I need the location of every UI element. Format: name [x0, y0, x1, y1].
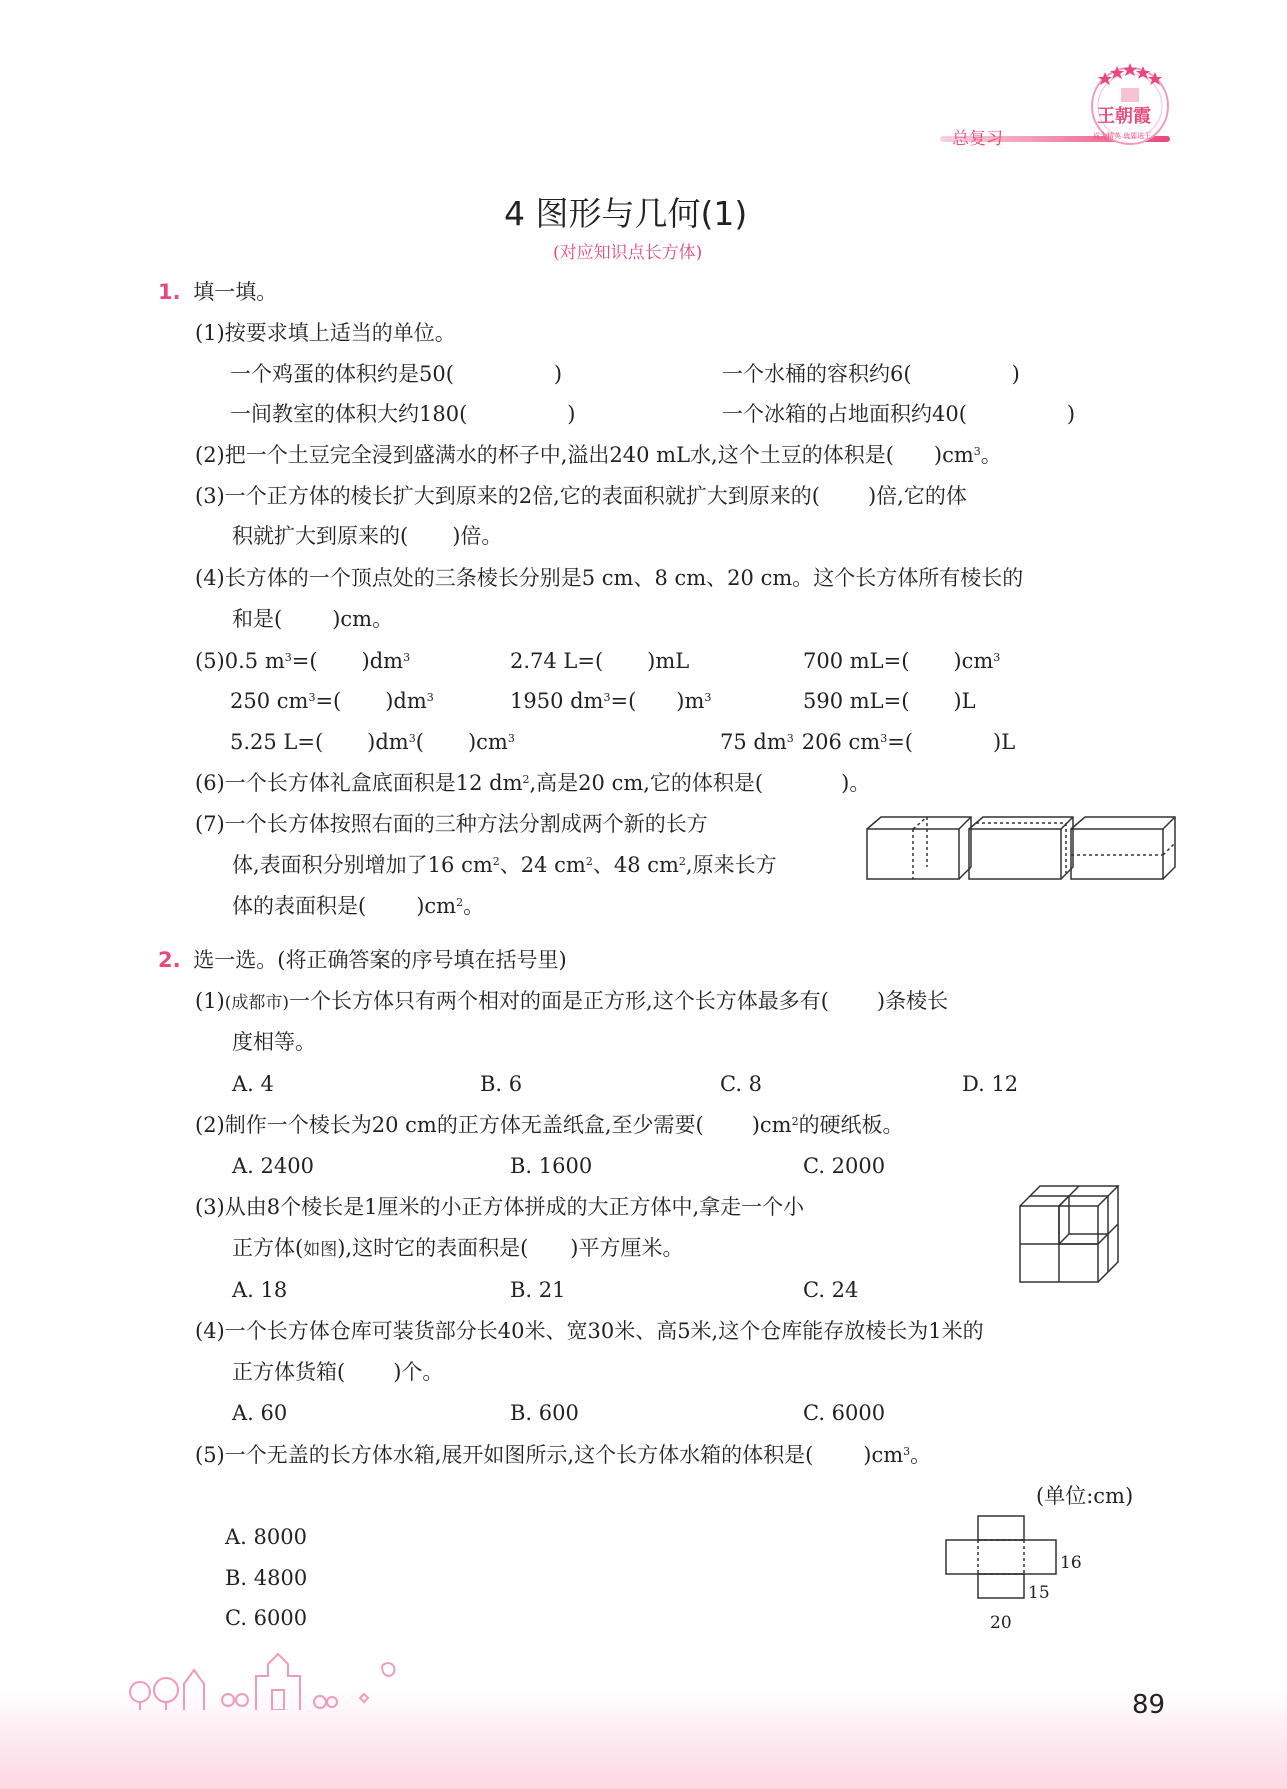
cuboid-3: [1071, 817, 1175, 879]
t: 700 mL=(: [803, 649, 910, 673]
t: )L: [953, 689, 976, 713]
page-number: 89: [1132, 1690, 1166, 1720]
t: =(: [887, 730, 913, 754]
page-title: 4 图形与几何(1): [504, 194, 748, 233]
q1-p1-d-text: 一个冰箱的占地面积约40(: [722, 402, 967, 426]
t: 体的表面积是(: [232, 894, 367, 918]
q2-p1-line2: 度相等。: [232, 1030, 316, 1054]
q2-p5-opt-a[interactable]: A. 8000: [225, 1525, 307, 1549]
q1-p5-r2c: [803, 686, 976, 716]
q1-heading: [158, 277, 277, 307]
q2-p1-opt-b[interactable]: B. 6: [480, 1072, 523, 1096]
q1-p1-c: [230, 399, 575, 429]
t: =(: [610, 689, 637, 713]
q2-p3-opt-c[interactable]: C. 24: [803, 1278, 859, 1302]
sup: 3: [903, 1445, 911, 1458]
q1-p3-a: (3)一个正方体的棱长扩大到原来的2倍,它的表面积就扩大到原来的(: [195, 484, 820, 508]
q2-p5: [195, 1440, 931, 1470]
q2-p3-opt-b[interactable]: B. 21: [510, 1278, 566, 1302]
q1-p5-r3b: [720, 727, 1015, 757]
t: )m: [676, 689, 705, 713]
q1-p6: [195, 768, 870, 798]
q1-p7-line1: (7)一个长方体按照右面的三种方法分割成两个新的长方: [195, 812, 708, 836]
q1-p4-line1: (4)长方体的一个顶点处的三条棱长分别是5 cm、8 cm、20 cm。这个长方体所有棱长的: [195, 566, 1024, 590]
castle-decoration-icon: [120, 1640, 420, 1710]
q1-p4-c: )cm。: [332, 607, 394, 631]
q1-p1-c-text: 一间教室的体积大约180(: [230, 402, 468, 426]
sup: 3: [786, 732, 794, 745]
t: )cm: [751, 1113, 792, 1137]
sup: 3: [704, 691, 712, 704]
t: 、24 cm: [499, 853, 586, 877]
q1-number: 1.: [158, 280, 181, 304]
t: 1950 dm: [510, 689, 604, 713]
q1-p1-b: [722, 359, 1020, 389]
q1-p3-c: 积就扩大到原来的(: [232, 524, 409, 548]
t: (5)一个无盖的长方体水箱,展开如图所示,这个长方体水箱的体积是(: [195, 1443, 814, 1467]
sup: 2: [585, 855, 593, 868]
q2-title: 选一选。(将正确答案的序号填在括号里): [193, 948, 567, 972]
t: 如图: [303, 1240, 338, 1260]
q1-p1-c-close: ): [567, 402, 576, 426]
q1-p1-a-close: ): [553, 362, 563, 386]
sup: 3: [308, 691, 316, 704]
t: 206 cm: [801, 730, 881, 754]
q1-p6-c: )。: [841, 771, 871, 795]
sup: 3: [603, 691, 611, 704]
sup: 2: [522, 773, 530, 786]
section-label: 总复习: [952, 129, 1003, 149]
q2-p3-line1: (3)从由8个棱长是1厘米的小正方体拼成的大正方体中,拿走一个小: [195, 1195, 805, 1219]
net-dim-15: 15: [1028, 1583, 1050, 1603]
q2-p3-line2: [232, 1233, 683, 1265]
q2-p4-line1: (4)一个长方体仓库可装货部分长40米、宽30米、高5米,这个仓库能存放棱长为1米的: [195, 1319, 984, 1343]
sup: 3: [403, 651, 411, 664]
cuboid-cut-diagrams: [865, 815, 1185, 885]
q2-p2-opt-c[interactable]: C. 2000: [803, 1154, 886, 1178]
t: (2)制作一个棱长为20 cm的正方体无盖纸盒,至少需要(: [195, 1113, 704, 1137]
t: )dm: [361, 649, 404, 673]
q2-p4-opt-b[interactable]: B. 600: [510, 1401, 579, 1425]
cube-missing-corner-diagram: [1018, 1184, 1128, 1284]
logo: [1075, 58, 1185, 148]
logo-text: 王朝霞: [1097, 106, 1151, 127]
q1-p1-a: [230, 359, 562, 389]
q2-number: 2.: [158, 948, 181, 972]
q1-p5-r1b: [510, 646, 689, 676]
sup: 2: [678, 855, 686, 868]
q1-title: 填一填。: [193, 280, 278, 304]
sup: 2: [791, 1115, 799, 1128]
q1-p7-line3: [232, 891, 484, 921]
q1-p2: [195, 440, 1002, 470]
q1-p1-b-close: ): [1011, 362, 1020, 386]
q2-heading: [158, 945, 567, 975]
t: )cm: [416, 894, 457, 918]
t: )cm: [467, 730, 508, 754]
q2-p2-opt-a[interactable]: A. 2400: [232, 1154, 314, 1178]
t: 的硬纸板。: [798, 1113, 904, 1137]
t: =(: [315, 689, 342, 713]
q2-p1-opt-d[interactable]: D. 12: [962, 1072, 1019, 1096]
q1-p1-d: [722, 399, 1075, 429]
logo-slogan: 成为精英 就要选王: [1093, 132, 1152, 140]
cuboid-2: [969, 817, 1073, 879]
t: (: [415, 730, 424, 754]
q1-p4-line2: [232, 604, 393, 634]
t: ),这时它的表面积是(: [337, 1236, 529, 1260]
q2-p2-opt-b[interactable]: B. 1600: [510, 1154, 593, 1178]
q1-p1-b-text: 一个水桶的容积约6(: [722, 362, 912, 386]
t: )条棱长: [876, 989, 949, 1013]
t: )mL: [647, 649, 690, 673]
t: 正方体(: [232, 1236, 304, 1260]
q1-p3-line1: [195, 481, 967, 511]
sup: 3: [973, 445, 981, 458]
q1-p2-a: (2)把一个土豆完全浸到盛满水的杯子中,溢出240 mL水,这个土豆的体积是(: [195, 443, 894, 467]
q2-p4-opt-c[interactable]: C. 6000: [803, 1401, 886, 1425]
t: =(: [291, 649, 318, 673]
sup: 3: [284, 651, 292, 664]
t: )cm: [953, 649, 994, 673]
net-dim-16: 16: [1060, 1553, 1082, 1573]
q2-p4-line2: [232, 1357, 443, 1387]
sup: 3: [426, 691, 434, 704]
t: )dm: [367, 730, 409, 754]
q1-p1-a-text: 一个鸡蛋的体积约是50(: [230, 362, 454, 386]
t: 。: [910, 1443, 932, 1467]
q2-p5-unit: (单位:cm): [1036, 1484, 1134, 1508]
t: 一个长方体只有两个相对的面是正方形,这个长方体最多有(: [289, 989, 829, 1013]
t: 正方体货箱(: [232, 1360, 346, 1384]
net-dim-20: 20: [990, 1613, 1012, 1633]
t: 体,表面积分别增加了16 cm: [232, 853, 493, 877]
t: 、48 cm: [592, 853, 679, 877]
q2-p1-city: (成都市): [224, 993, 290, 1013]
q2-p2: [195, 1110, 904, 1140]
q1-p5-r2a: [230, 686, 434, 716]
q1-p1-d-close: ): [1066, 402, 1076, 426]
q2-p4-opt-a[interactable]: A. 60: [232, 1401, 288, 1425]
q1-p5-r3a: [230, 727, 515, 757]
sup: 3: [408, 732, 416, 745]
t: 。: [463, 894, 485, 918]
cuboid-1: [867, 817, 971, 879]
t: 75 dm: [720, 730, 787, 754]
q1-p5-r1a: [195, 646, 410, 676]
sup: 3: [993, 651, 1001, 664]
t: )L: [993, 730, 1016, 754]
t: )dm: [385, 689, 427, 713]
q2-p5-opt-b[interactable]: B. 4800: [225, 1566, 308, 1590]
box-net-diagram: [944, 1514, 1084, 1634]
q1-p3-b: )倍,它的体: [867, 484, 967, 508]
q1-p7-line2: [232, 850, 777, 880]
t: (1): [195, 989, 225, 1013]
t: (5)0.5 m: [195, 649, 285, 673]
sup: 3: [880, 732, 888, 745]
sup: 2: [456, 896, 464, 909]
q1-p1-label: (1)按要求填上适当的单位。: [195, 321, 456, 345]
q2-p1-opt-c[interactable]: C. 8: [720, 1072, 763, 1096]
q1-p2-b: )cm: [933, 443, 974, 467]
t: 590 mL=(: [803, 689, 910, 713]
t: 5.25 L=(: [230, 730, 324, 754]
t: 250 cm: [230, 689, 309, 713]
t: 2.74 L=(: [510, 649, 604, 673]
q1-p2-c: 。: [980, 443, 1002, 467]
q2-p3-opt-a[interactable]: A. 18: [232, 1278, 288, 1302]
q2-p5-opt-c[interactable]: C. 6000: [225, 1606, 308, 1630]
t: )cm: [863, 1443, 904, 1467]
q1-p5-r1c: [803, 646, 1000, 676]
q1-p5-r2b: [510, 686, 711, 716]
q1-p4-b: 和是(: [232, 607, 283, 631]
t: )个。: [393, 1360, 444, 1384]
sup: 3: [507, 732, 515, 745]
t: ,原来长方: [685, 853, 777, 877]
t: )平方厘米。: [570, 1236, 684, 1260]
q1-p6-a: (6)一个长方体礼盒底面积是12 dm: [195, 771, 523, 795]
q2-p1-line1: [195, 986, 948, 1018]
q1-p6-b: ,高是20 cm,它的体积是(: [529, 771, 764, 795]
page-subtitle: (对应知识点长方体): [553, 243, 703, 263]
q1-p3-line2: [232, 521, 502, 551]
sup: 2: [492, 855, 500, 868]
q1-p3-d: )倍。: [452, 524, 503, 548]
q2-p1-opt-a[interactable]: A. 4: [232, 1072, 274, 1096]
